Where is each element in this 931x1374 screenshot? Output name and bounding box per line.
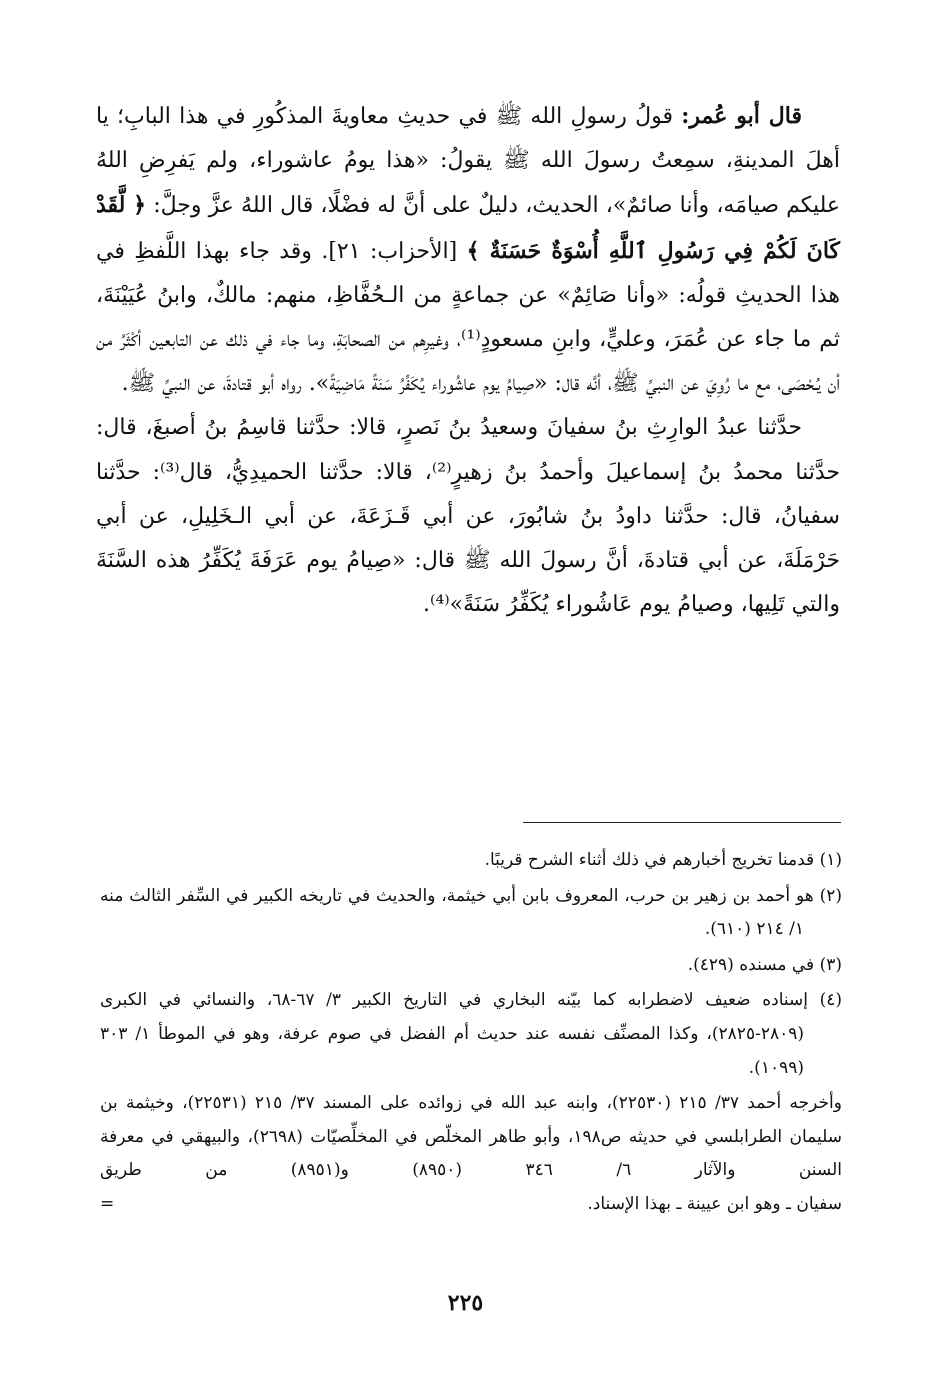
footnote-3: (٣) في مسنده (٤٢٩). [687, 954, 842, 975]
paragraph-1 [96, 94, 840, 406]
paragraph-lead: قال أبو عُمر: [681, 103, 802, 129]
footnotes [100, 844, 842, 1222]
paragraph-1-text-a: قولُ رسولِ الله ﷺ في حديثِ معاويةَ المذكُورِ في هذا البابِ؛ يا أهلَ المدينةِ، سمِعتُ رسولَ الله ﷺ يقولُ: «هذا يومُ عاشوراء، ولم يَفرِضِ اللهُ عليكم صيامَه، وأنا صائمٌ»، الحديث، دليلٌ على أنَّ له فضْلًا، قال اللهُ عزَّ وجلَّ: [96, 104, 840, 219]
paragraph-1-text-b: [الأحزاب: ٢١]. وقد جاء بهذا اللَّفظِ في هذا الحديثِ قولُه: «وأنا صَائِمٌ» عن جماعةٍ من الـحُفَّاظِ، منهم: مالكٌ، وابنُ عُيَيْنَةَ، ثم ما جاء عن عُمَرَ، وعليٍّ، وابنِ مسعودٍ⁽¹⁾، وغيرِهم من الصحابَةِ، وما جاء في ذلك عن التابعين أكْثَرُ من أن يُـحْصَى، مع ما رُوِيَ عن النبيِّ ﷺ، أنَّه قال: «صِيامُ يوم عاشُوراء يُكَفِّرُ سَنَةً مَاضِيَةً». رواه أبو قتادةَ، عن النبيِّ ﷺ. [96, 238, 840, 397]
footnote-4-end-line [100, 1188, 842, 1222]
footnote-4-continued: وأخرجه أحمد ٣٧/ ٢١٥ (٢٢٥٣٠)، وابنه عبد الله في زوائده على المسند ٣٧/ ٢١٥ (٢٢٥٣١)، وخيثمة بن سليمان الطرابلسي في حديثه ص١٩٨، وأبو طاهر المخلّص في المخلِّصيّات (٢٦٩٨)، والبيهقي في معرفة السنن والآثار ٦/ ٣٤٦ (٨٩٥٠) و(٨٩٥١) من طريق [100, 1093, 843, 1181]
quran-verse: ﴿ لَّقَدْ كَانَ لَكُمْ فِي رَسُولِ ٱللَّهِ أُسْوَةٌ حَسَنَةٌ ﴾ [96, 192, 840, 264]
paragraph-2: حدَّثنا عبدُ الوارِثِ بنُ سفيانَ وسعيدُ بنُ نَصرٍ، قالا: حدَّثنا قاسِمُ بنُ أصبغَ، قال: حدَّثنا محمدُ بنُ إسماعيلَ وأحمدُ بنُ زهيرٍ⁽²⁾، قالا: حدَّثنا الحميدِيُّ، قال⁽³⁾: حدَّثنا سفيانُ، قال: حدَّثنا داودُ بنُ شابُورَ، عن أبي قَـزَعَةَ، عن أبي الـخَلِيلِ، عن أبي حَرْمَلَةَ، عن أبي قتادةَ، أنَّ رسولَ الله ﷺ قال: «صِيامُ يوم عَرَفَةَ يُكَفِّرُ هذه السَّنَةَ والتي تَلِيها، وصيامُ يوم عَاشُوراء يُكَفِّرُ سَنَةً»⁽⁴⁾. [96, 415, 840, 618]
footnote-4: (٤) إسناده ضعيف لاضطرابه كما بيّنه البخاري في التاريخ الكبير ٣/ ٦٧-٦٨، والنسائي في الكبرى (٢٨٠٩-٢٨٢٥)، وكذا المصنِّف نفسه عند حديث أم الفضل في صوم عرفة، وهو في الموطأ ١/ ٣٠٣ (١٠٩٩). [100, 990, 843, 1078]
footnote-2: (٢) هو أحمد بن زهير بن حرب، المعروف بابن أبي خيثمة، والحديث في تاريخه الكبير في السِّفر الثالث منه ١/ ٢١٤ (٦١٠). [100, 885, 842, 940]
footnote-divider [523, 822, 841, 823]
page-number: ٢٢٥ [447, 1290, 484, 1316]
footnote-4-end: سفيان ـ وهو ابن عيينة ـ بهذا الإسناد. [587, 1193, 842, 1214]
footnote-1: (١) قدمنا تخريج أخبارهم في ذلك أثناء الشرح قريبًا. [484, 850, 842, 870]
main-text [96, 94, 840, 627]
continuation-mark: = [100, 1193, 115, 1214]
